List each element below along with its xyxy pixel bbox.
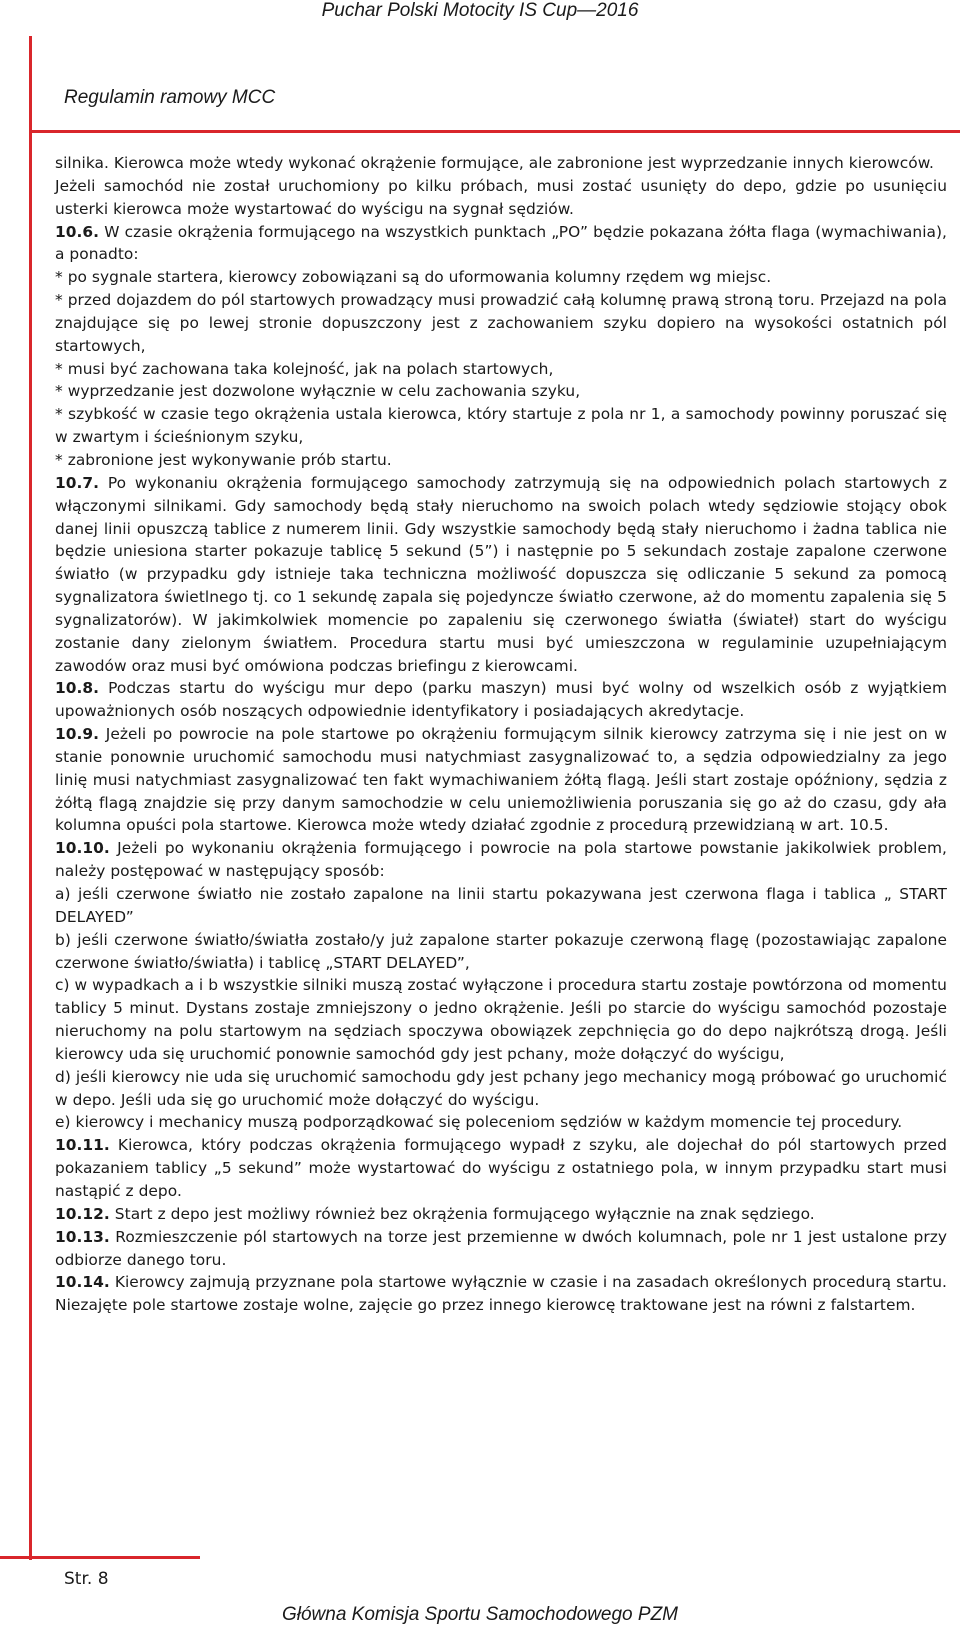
paragraph bbox=[55, 1203, 947, 1226]
paragraph bbox=[55, 837, 947, 883]
footer-rule bbox=[0, 1556, 200, 1559]
page-number: Str. 8 bbox=[64, 1569, 109, 1589]
article-number: 10.11. bbox=[55, 1136, 110, 1155]
article-text: Kierowcy zajmują przyznane pola startowe wyłącznie w czasie i na zasadach określonych procedurą startu. Niezajęte pole startowe zostaje wolne, zajęcie go przez innego kierowcę traktowane jest na równi z falstartem. bbox=[55, 1273, 947, 1315]
article-number: 10.7. bbox=[55, 473, 100, 492]
list-item: * szybkość w czasie tego okrążenia ustala kierowca, który startuje z pola nr 1, a samochody powinny poruszać się w zwartym i ścieśnionym szyku, bbox=[55, 405, 947, 447]
article-number: 10.13. bbox=[55, 1227, 110, 1246]
footer-organization: Główna Komisja Sportu Samochodowego PZM bbox=[281, 1604, 679, 1625]
article-number: 10.12. bbox=[55, 1204, 110, 1223]
list-item: * po sygnale startera, kierowcy zobowiązani są do uformowania kolumny rzędem wg miejsc. bbox=[55, 268, 772, 287]
article-text: W czasie okrążenia formującego na wszystkich punktach „PO” będzie pokazana żółta flaga (wymachiwania), a ponadto: bbox=[55, 222, 947, 264]
paragraph bbox=[55, 723, 947, 837]
list-item: * przed dojazdem do pól startowych prowadzący musi prowadzić całą kolumnę prawą stroną toru. Przejazd na pola znajdujące się po lewej stronie dopuszczony jest z zachowaniem szyku dopiero na wysokości ostatnich pól startowych, bbox=[55, 291, 947, 355]
paragraph bbox=[55, 677, 947, 723]
list-item: * wyprzedzanie jest dozwolone wyłącznie w celu zachowania szyku, bbox=[55, 382, 581, 401]
paragraph: silnika. Kierowca może wtedy wykonać okrążenie formujące, ale zabronione jest wyprzedzanie innych kierowców. bbox=[55, 154, 934, 172]
article-number: 10.9. bbox=[55, 725, 100, 744]
document-subtitle: Regulamin ramowy MCC bbox=[64, 87, 276, 108]
left-margin-rule bbox=[29, 36, 32, 1560]
document-title: Puchar Polski Motocity IS Cup—2016 bbox=[321, 0, 639, 21]
paragraph bbox=[55, 472, 947, 678]
article-text: Rozmieszczenie pól startowych na torze jest przemienne w dwóch kolumnach, pole nr 1 jest ustalone przy odbiorze danego toru. bbox=[55, 1227, 947, 1269]
list-item: a) jeśli czerwone światło nie zostało zapalone na linii startu pokazywana jest czerwona flaga i tablica „ START DELAYED” bbox=[55, 885, 947, 926]
header-rule bbox=[31, 130, 960, 133]
paragraph bbox=[55, 1226, 947, 1272]
list-item: * zabronione jest wykonywanie prób startu. bbox=[55, 450, 392, 469]
paragraph bbox=[55, 1134, 947, 1203]
list-item: d) jeśli kierowcy nie uda się uruchomić samochodu gdy jest pchany jego mechanicy mogą próbować go uruchomić w depo. Jeśli uda się go uruchomić może dołączyć do wyścigu. bbox=[55, 1067, 947, 1109]
article-text: Jeżeli po powrocie na pole startowe po okrążeniu formującym silnik kierowcy zatrzyma się i nie jest on w stanie ponownie uruchomić samochodu musi natychmiast zasygnalizować to, a sędzia odpowiedzialny za jego linię musi natychmiast zasygnalizować ten fakt wymachiwaniem żółtą flagą. Jeśli start zostaje opóźniony, sędzia z żółtą flagą znajdzie się przy danym samochodzie w celu uniemożliwienia poruszania się go aż do czasu, gdy ała kolumna opuści pola startowe. Kierowca może wtedy działać zgodnie z procedurą przewidzianą w art. 10.5. bbox=[55, 725, 947, 835]
list-item: e) kierowcy i mechanicy muszą podporządkować się poleceniom sędziów w każdym momencie tej procedury. bbox=[55, 1113, 903, 1132]
article-number: 10.14. bbox=[55, 1273, 110, 1292]
article-number: 10.6. bbox=[55, 222, 100, 241]
paragraph bbox=[55, 221, 947, 267]
list-item: b) jeśli czerwone światło/światła zostało/y już zapalone starter pokazuje czerwoną flagę (pozostawiając zapalone czerwone światło/światła) i tablicę „START DELAYED”, bbox=[55, 930, 947, 972]
article-text: Kierowca, który podczas okrążenia formującego wypadł z szyku, ale dojechał do pól startowych przed pokazaniem tablicy „5 sekund” może wystartować do wyścigu z ostatniego pola, w innym przypadku start musi nastąpić z depo. bbox=[55, 1136, 947, 1200]
article-text: Po wykonaniu okrążenia formującego samochody zatrzymują się na odpowiednich polach startowych z włączonymi silnikami. Gdy samochody będą stały nieruchomo na swoich polach wtedy sędziowie stojący obok danej linii opuszczą tablice z numerem linii. Gdy wszystkie samochody będą stały nieruchomo i żadna tablica nie będzie uniesiona starter pokazuje tablicę 5 sekund (5”) i następnie po 5 sekundach zostaje zapalone czerwone światło (w przypadku gdy istnieje taka techniczna możliwość dopuszcza się odliczanie 5 sekund za pomocą sygnalizatora świetlnego tj. co 1 sekundę zapala się pojedyncze światło czerwone, aż do momentu zapalenia się 5 sygnalizatorów). W jakimkolwiek momencie po zapaleniu się czerwonego światła (świateł) start do wyścigu zostanie dany zielonym światłem. Procedura startu musi być umieszczona w regulaminie uzupełniającym zawodów oraz musi być omówiona podczas briefingu z kierowcami. bbox=[55, 473, 947, 675]
list-item: c) w wypadkach a i b wszystkie silniki muszą zostać wyłączone i procedura startu zostaje powtórzona od momentu tablicy 5 minut. Dystans zostaje zmniejszony o jedno okrążenie. Jeśli po starcie do wyścigu samochód pozostaje nieruchomy na polu startowym na sędziach spoczywa obowiązek zepchnięcia go do depo najkrótszą drogą. Jeśli kierowcy uda się uruchomić ponownie samochód gdy jest pchany, może dołączyć do wyścigu, bbox=[55, 976, 947, 1063]
list-item: * musi być zachowana taka kolejność, jak na polach startowych, bbox=[55, 359, 554, 378]
paragraph: Jeżeli samochód nie został uruchomiony po kilku próbach, musi zostać usunięty do depo, gdzie po usunięciu usterki kierowca może wystartować do wyścigu na sygnał sędziów. bbox=[55, 176, 947, 218]
regulation-body bbox=[55, 152, 947, 1317]
article-number: 10.8. bbox=[55, 679, 100, 698]
article-number: 10.10. bbox=[55, 839, 110, 858]
article-text: Jeżeli po wykonaniu okrążenia formującego i powrocie na pola startowe powstanie jakikolwiek problem, należy postępować w następujący sposób: bbox=[55, 839, 947, 881]
article-text: Podczas startu do wyścigu mur depo (parku maszyn) musi być wolny od wszelkich osób z wyjątkiem upoważnionych osób noszących odpowiednie identyfikatory i posiadających akredytacje. bbox=[55, 679, 947, 721]
paragraph bbox=[55, 1271, 947, 1317]
article-text: Start z depo jest możliwy również bez okrążenia formującego wyłącznie na znak sędziego. bbox=[109, 1204, 815, 1223]
